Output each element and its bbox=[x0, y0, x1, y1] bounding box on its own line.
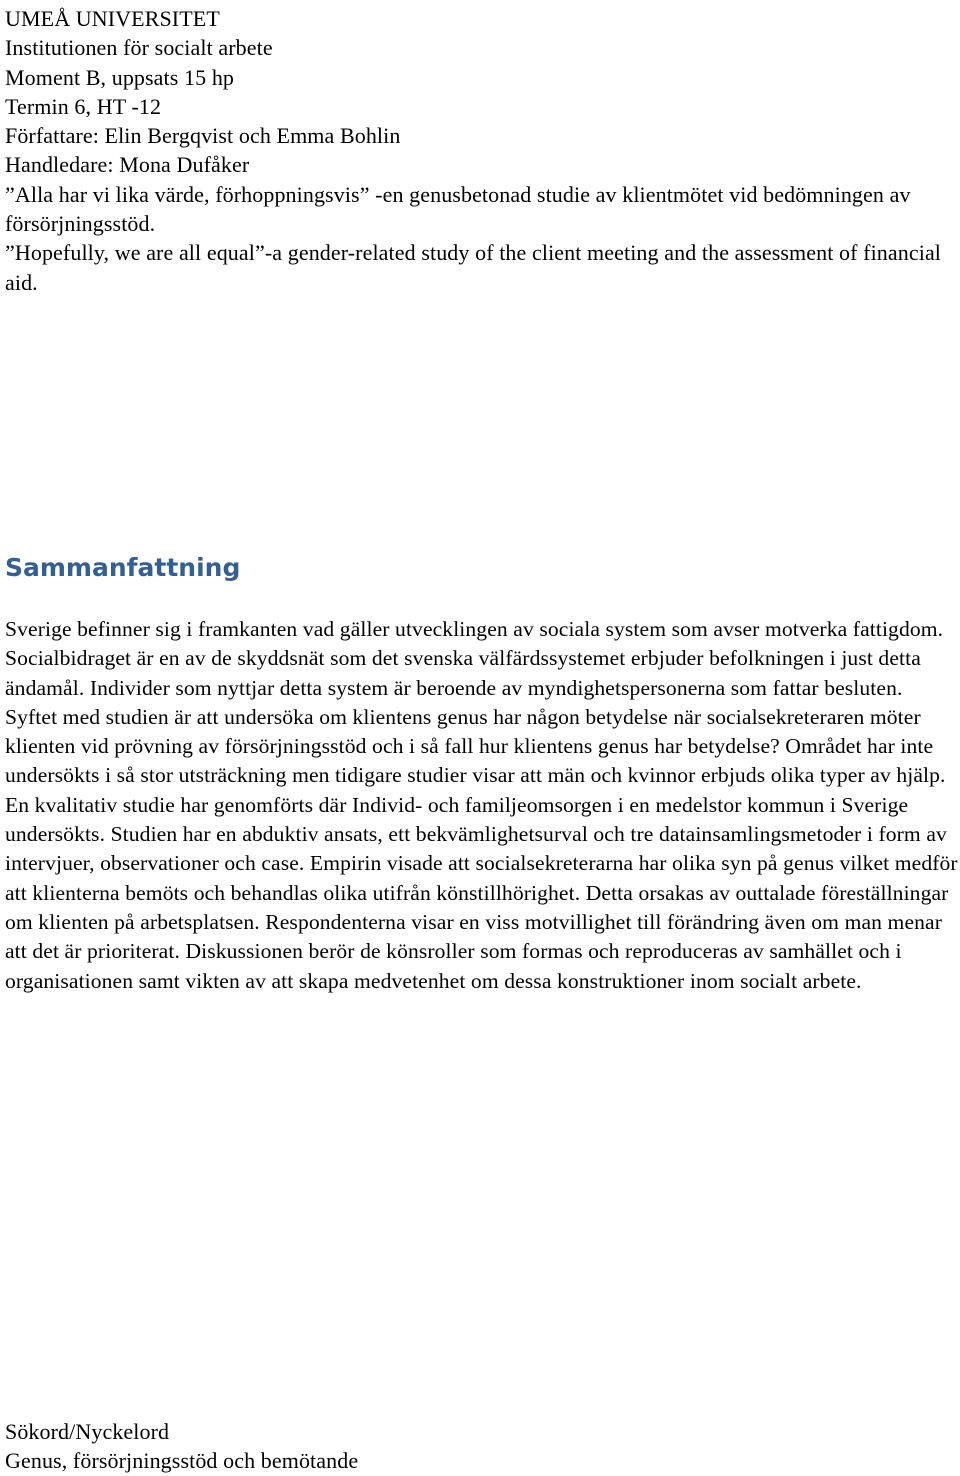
keywords-values: Genus, försörjningsstöd och bemötande bbox=[5, 1448, 359, 1474]
department-name: Institutionen för socialt arbete bbox=[5, 35, 273, 61]
university-name: UMEÅ UNIVERSITET bbox=[5, 6, 220, 31]
summary-text: Sverige befinner sig i framkanten vad gäller utvecklingen av sociala system som avser motverka fattigdom. Socialbidraget är en av de skyddsnät som det svenska välfärdssystemet erbjuder befolkningen i just detta ändamål. Individer som nyttjar detta system är beroende av myndighetspersonerna som fattar besluten. Syftet med studien är att undersöka om klientens genus har någon betydelse när socialsekreteraren möter klienten vid prövning av försörjningsstöd och i så fall hur klientens genus har betydelse? Området har inte undersökts i så stor utsträckning men tidigare studier visar att män och kvinnor erbjuds olika typer av hjälp. En kvalitativ studie har genomförts där Individ- och familjeomsorgen i en medelstor kommun i Sverige undersökts. Studien har en abduktiv ansats, ett bekvämlighetsurval och tre datainsamlingsmetoder i form av intervjuer, observationer och case. Empirin visade att socialsekreterarna har olika syn på genus vilket medför att klienterna bemöts och behandlas olika utifrån könstillhörighet. Detta orsakas av outtalade föreställningar om klienten på arbetsplatsen. Respondenterna visar en viss motvillighet till förändring även om man menar att det är prioriterat. Diskussionen berör de könsroller som formas och reproduceras av samhället och i organisationen samt vikten av att skapa medvetenhet om dessa konstruktioner inom socialt arbete. bbox=[5, 617, 958, 993]
keywords-label: Sökord/Nyckelord bbox=[5, 1419, 170, 1444]
thesis-title-english: ”Hopefully, we are all equal”-a gender-related study of the client meeting and the assessment of financial aid. bbox=[5, 240, 942, 295]
course-info: Moment B, uppsats 15 hp bbox=[5, 64, 235, 90]
title-page-header bbox=[5, 4, 957, 297]
term-info: Termin 6, HT -12 bbox=[5, 93, 162, 119]
thesis-title-swedish: ”Alla har vi lika värde, förhoppningsvis” -en genusbetonad studie av klientmötet vid bedömningen av försörjningsstöd. bbox=[5, 181, 911, 237]
supervisor: Handledare: Mona Dufåker bbox=[5, 152, 250, 178]
keywords-section bbox=[5, 1417, 955, 1476]
summary-heading: Sammanfattning bbox=[5, 553, 241, 582]
authors: Författare: Elin Bergqvist och Emma Bohlin bbox=[5, 123, 401, 149]
